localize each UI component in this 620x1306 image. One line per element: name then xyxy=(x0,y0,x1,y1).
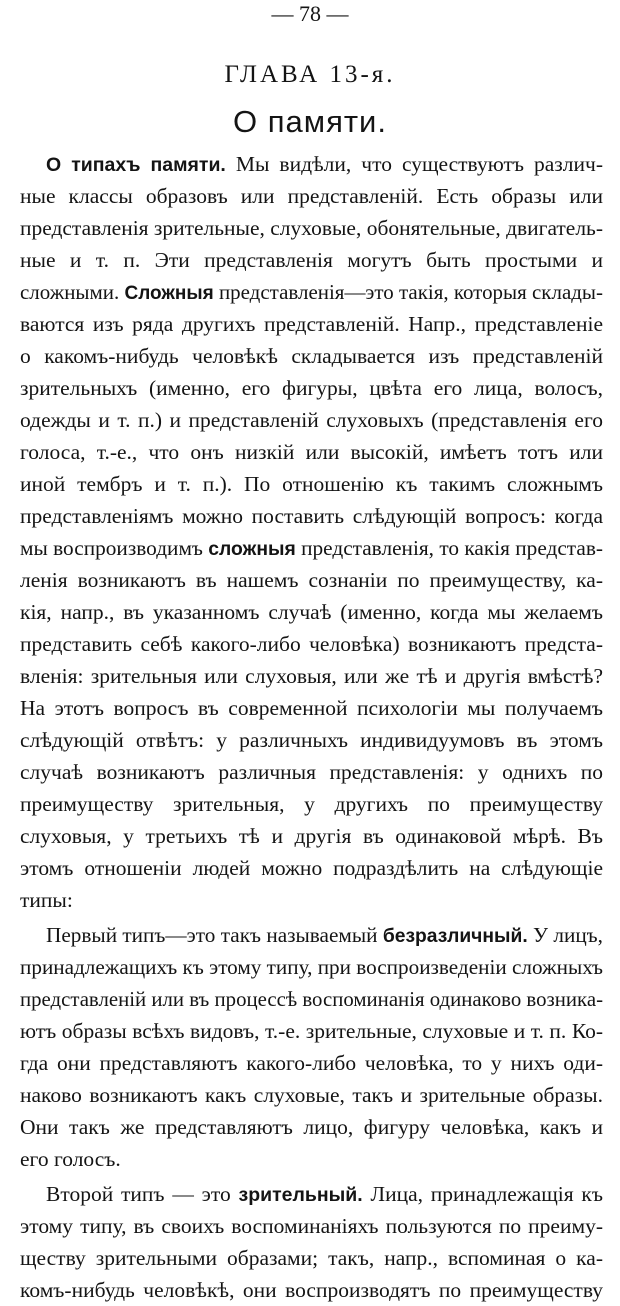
text-run: иной тембръ и т. п.). По отношенію къ такимъ сложнымъ xyxy=(20,472,603,496)
text-run: мы воспроизводимъ xyxy=(20,536,209,560)
line-content xyxy=(20,1079,603,1111)
line-content xyxy=(20,1274,603,1306)
text-line xyxy=(20,276,603,309)
text-line xyxy=(20,628,603,660)
text-line xyxy=(20,404,603,436)
text-line xyxy=(20,724,603,756)
line-content xyxy=(20,724,603,756)
line-content xyxy=(46,1178,603,1211)
text-line xyxy=(20,852,603,884)
line-content xyxy=(20,468,603,500)
bold-term: О типахъ памяти. xyxy=(46,154,226,176)
text-line xyxy=(20,244,603,276)
line-content xyxy=(20,340,603,372)
line-content xyxy=(20,436,603,468)
line-content xyxy=(20,983,603,1015)
bold-term: зрительный. xyxy=(238,1184,363,1206)
text-line xyxy=(20,951,603,983)
text-line xyxy=(20,1143,603,1175)
text-run: ные и т. п. Эти представленія могутъ быть простыми и xyxy=(20,248,603,272)
text-line xyxy=(20,1079,603,1111)
text-run: наково возникаютъ какъ слуховые, такъ и зрительные образы. xyxy=(20,1083,603,1107)
line-content xyxy=(20,692,603,724)
line-content xyxy=(46,148,603,181)
text-line xyxy=(20,692,603,724)
text-line xyxy=(20,372,603,404)
text-run: комъ-нибудь человѣкѣ, они воспроизводятъ по преимуществу xyxy=(20,1278,603,1302)
line-content xyxy=(20,951,603,983)
text-line xyxy=(20,660,603,692)
text-line xyxy=(20,308,603,340)
line-content xyxy=(20,884,73,916)
text-run: зрительныхъ (именно, его фигуры, цвѣта его лица, волосъ, xyxy=(20,376,603,400)
line-content xyxy=(20,500,603,532)
text-line xyxy=(20,564,603,596)
text-run: о какомъ-нибудь человѣкѣ складывается изъ представленій xyxy=(20,344,603,368)
line-content xyxy=(20,1047,603,1079)
text-run: его голосъ. xyxy=(20,1147,121,1171)
text-run: голоса, т.-е., что онъ низкій или высокій, имѣетъ тотъ или xyxy=(20,440,603,464)
text-line xyxy=(20,788,603,820)
line-content xyxy=(20,852,603,884)
text-run: представленія—это такія, которыя склады- xyxy=(213,280,603,304)
text-run: представленія, то какія представ- xyxy=(295,536,603,560)
text-run: типы: xyxy=(20,888,73,912)
text-run: Они такъ же представляютъ лицо, фигуру человѣка, какъ и xyxy=(20,1115,603,1139)
line-content xyxy=(20,788,603,820)
line-content xyxy=(20,1015,603,1047)
text-run: этому типу, въ своихъ воспоминаніяхъ пользуются по преиму- xyxy=(20,1214,603,1238)
line-content xyxy=(20,276,603,309)
text-line xyxy=(20,180,603,212)
text-run: кія, напр., въ указанномъ случаѣ (именно, когда мы желаемъ xyxy=(20,600,603,624)
text-run: Мы видѣли, что существуютъ различ- xyxy=(225,152,603,176)
text-line xyxy=(20,820,603,852)
text-run: представленія зрительные, слуховые, обонятельные, двигатель- xyxy=(20,216,603,240)
text-run: Первый типъ—это такъ называемый xyxy=(46,923,383,947)
line-content xyxy=(46,919,603,952)
text-line xyxy=(46,1178,603,1211)
text-run: этомъ отношеніи людей можно подраздѣлить на слѣдующіе xyxy=(20,856,603,880)
line-content xyxy=(20,244,603,276)
text-line xyxy=(20,983,603,1015)
text-line xyxy=(46,148,603,181)
text-run: ные классы образовъ или представленій. Есть образы или xyxy=(20,184,603,208)
text-line xyxy=(20,468,603,500)
line-content xyxy=(20,372,603,404)
bold-term: безразличный. xyxy=(382,925,528,947)
line-content xyxy=(20,756,603,788)
text-run: одежды и т. п.) и представленій слуховыхъ (представленія его xyxy=(20,408,603,432)
line-content xyxy=(20,1242,603,1274)
text-run: Второй типъ — это xyxy=(46,1182,239,1206)
text-run: представить себѣ какого-либо человѣка) возникаютъ предста- xyxy=(20,632,603,656)
text-run: ленія возникаютъ въ нашемъ сознаніи по преимуществу, ка- xyxy=(20,568,603,592)
chapter-heading: ГЛАВА 13-я. xyxy=(224,61,396,88)
bold-term: Сложныя xyxy=(124,282,214,304)
line-content xyxy=(20,564,603,596)
line-content xyxy=(20,212,603,244)
line-content xyxy=(20,596,603,628)
line-content xyxy=(20,820,603,852)
text-run: принадлежащихъ къ этому типу, при воспроизведеніи сложныхъ xyxy=(20,955,603,979)
line-content xyxy=(20,180,603,212)
line-content xyxy=(20,1111,603,1143)
text-line xyxy=(20,1111,603,1143)
text-line xyxy=(20,436,603,468)
line-content xyxy=(20,1210,603,1242)
text-run: ютъ образы всѣхъ видовъ, т.-е. зрительные, слуховые и т. п. Ко- xyxy=(20,1019,603,1043)
text-run: гда они представляютъ какого-либо человѣка, то у нихъ оди- xyxy=(20,1051,603,1075)
text-run: Лица, принадлежащія къ xyxy=(362,1182,603,1206)
bold-term: сложныя xyxy=(208,538,296,560)
line-content xyxy=(20,1143,121,1175)
text-line xyxy=(20,756,603,788)
text-run: слѣдующій отвѣтъ: у различныхъ индивидуумовъ въ этомъ xyxy=(20,728,603,752)
line-content xyxy=(20,532,603,565)
text-line xyxy=(20,596,603,628)
text-line xyxy=(46,919,603,952)
text-run: ществу зрительными образами; такъ, напр., вспоминая о ка- xyxy=(20,1246,603,1270)
text-line xyxy=(20,340,603,372)
text-run: У лицъ, xyxy=(527,923,603,947)
page-number: — 78 — xyxy=(271,1,349,26)
text-line xyxy=(20,212,603,244)
chapter-title: О памяти. xyxy=(233,104,387,139)
text-run: вленія: зрительныя или слуховыя, или же тѣ и другія вмѣстѣ? xyxy=(20,664,603,688)
line-content xyxy=(20,308,603,340)
text-line xyxy=(20,1210,603,1242)
text-run: слуховыя, у третьихъ тѣ и другія въ одинаковой мѣрѣ. Въ xyxy=(20,824,603,848)
text-line xyxy=(20,1242,603,1274)
text-run: сложными. xyxy=(20,280,125,304)
text-line xyxy=(20,532,603,565)
text-run: представленіямъ можно поставить слѣдующій вопросъ: когда xyxy=(20,504,603,528)
text-line xyxy=(20,1015,603,1047)
text-run: На этотъ вопросъ въ современной психологіи мы получаемъ xyxy=(20,696,603,720)
text-line xyxy=(20,500,603,532)
text-run: ваются изъ ряда другихъ представленій. Напр., представленіе xyxy=(20,312,603,336)
line-content xyxy=(20,404,603,436)
text-run: преимуществу зрительныя, у другихъ по преимуществу xyxy=(20,792,603,816)
text-line xyxy=(20,1047,603,1079)
text-line xyxy=(20,1274,603,1306)
line-content xyxy=(20,660,603,692)
line-content xyxy=(20,628,603,660)
text-run: случаѣ возникаютъ различныя представленія: у однихъ по xyxy=(20,760,603,784)
text-run: представленій или въ процессѣ воспоминанія одинаково возника- xyxy=(20,987,603,1011)
text-line xyxy=(20,884,603,916)
